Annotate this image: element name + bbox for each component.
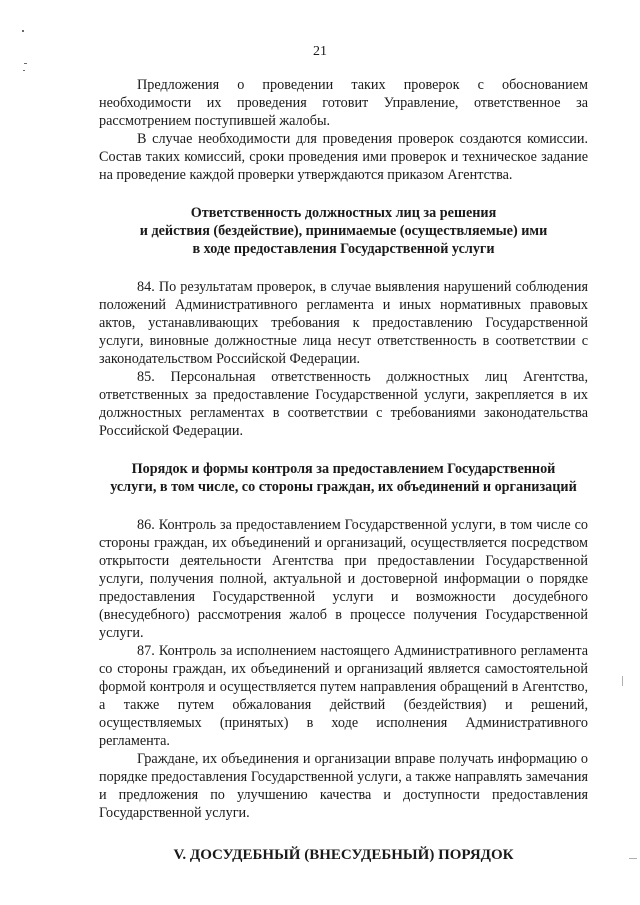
heading-line: в ходе предоставления Государственной услуги [192, 241, 495, 257]
paragraph: В случае необходимости для проведения проверок создаются комиссии. Состав таких комиссий, сроки проведения ими проверок и техническое задание на проведение каждой проверки утверждаются приказом Агентства. [99, 131, 588, 183]
scan-mark-left-2 [24, 63, 27, 64]
scan-mark-left-1 [22, 30, 24, 32]
scan-mark-left-3 [23, 70, 25, 71]
heading-line: Порядок и формы контроля за предоставлением Государственной [131, 461, 556, 477]
paragraph-84: 84. По результатам проверок, в случае выявления нарушений соблюдения положений Административного регламента и иных нормативных правовых актов, устанавливающих требования к предоставлению Государственной услуги, виновные должностные лица несут ответственность в соответствии с законодательством Российской Федерации. [99, 279, 588, 367]
section-heading-responsibility [99, 204, 588, 258]
paragraph-86: 86. Контроль за предоставлением Государственной услуги, в том числе со стороны граждан, их объединений и организаций, осуществляется посредством открытости деятельности Агентства при предоставлении Государственной услуги, получения полной, актуальной и достоверной информации о порядке предоставления Государственной услуги и возможности досудебного (внесудебного) рассмотрения жалоб в процессе получения Государственной услуги. [99, 517, 588, 641]
page-number: 21 [313, 44, 327, 59]
heading-line: Ответственность должностных лиц за решения [190, 205, 497, 221]
heading-line: услуги, в том числе, со стороны граждан, их объединений и организаций [110, 479, 577, 495]
section-heading-control [99, 460, 588, 496]
paragraph: Предложения о проведении таких проверок с обоснованием необходимости их проведения готовит Управление, ответственное за рассмотрением поступившей жалобы. [99, 77, 588, 129]
paragraph: Граждане, их объединения и организации вправе получать информацию о порядке предоставления Государственной услуги, а также направлять замечания и предложения по улучшению качества и доступности предоставления Государственной услуги. [99, 751, 588, 821]
scan-mark-right-2 [629, 858, 637, 859]
document-body [99, 76, 588, 864]
scan-mark-right-1 [622, 676, 623, 686]
paragraph-87: 87. Контроль за исполнением настоящего Административного регламента со стороны граждан, их объединений и организаций является самостоятельной формой контроля и осуществляется путем направления обращений в Агентство, а также путем обжалования действий (бездействия) и решений, осуществляемых (принятых) в ходе исполнения Административного регламента. [99, 643, 588, 749]
chapter-heading: V. ДОСУДЕБНЫЙ (ВНЕСУДЕБНЫЙ) ПОРЯДОК [173, 847, 514, 863]
paragraph-85: 85. Персональная ответственность должностных лиц Агентства, ответственных за предоставление Государственной услуги, закрепляется в их должностных регламентах в соответствии с требованиями законодательства Российской Федерации. [99, 369, 588, 439]
heading-line: и действия (бездействие), принимаемые (осуществляемые) ими [139, 223, 548, 239]
